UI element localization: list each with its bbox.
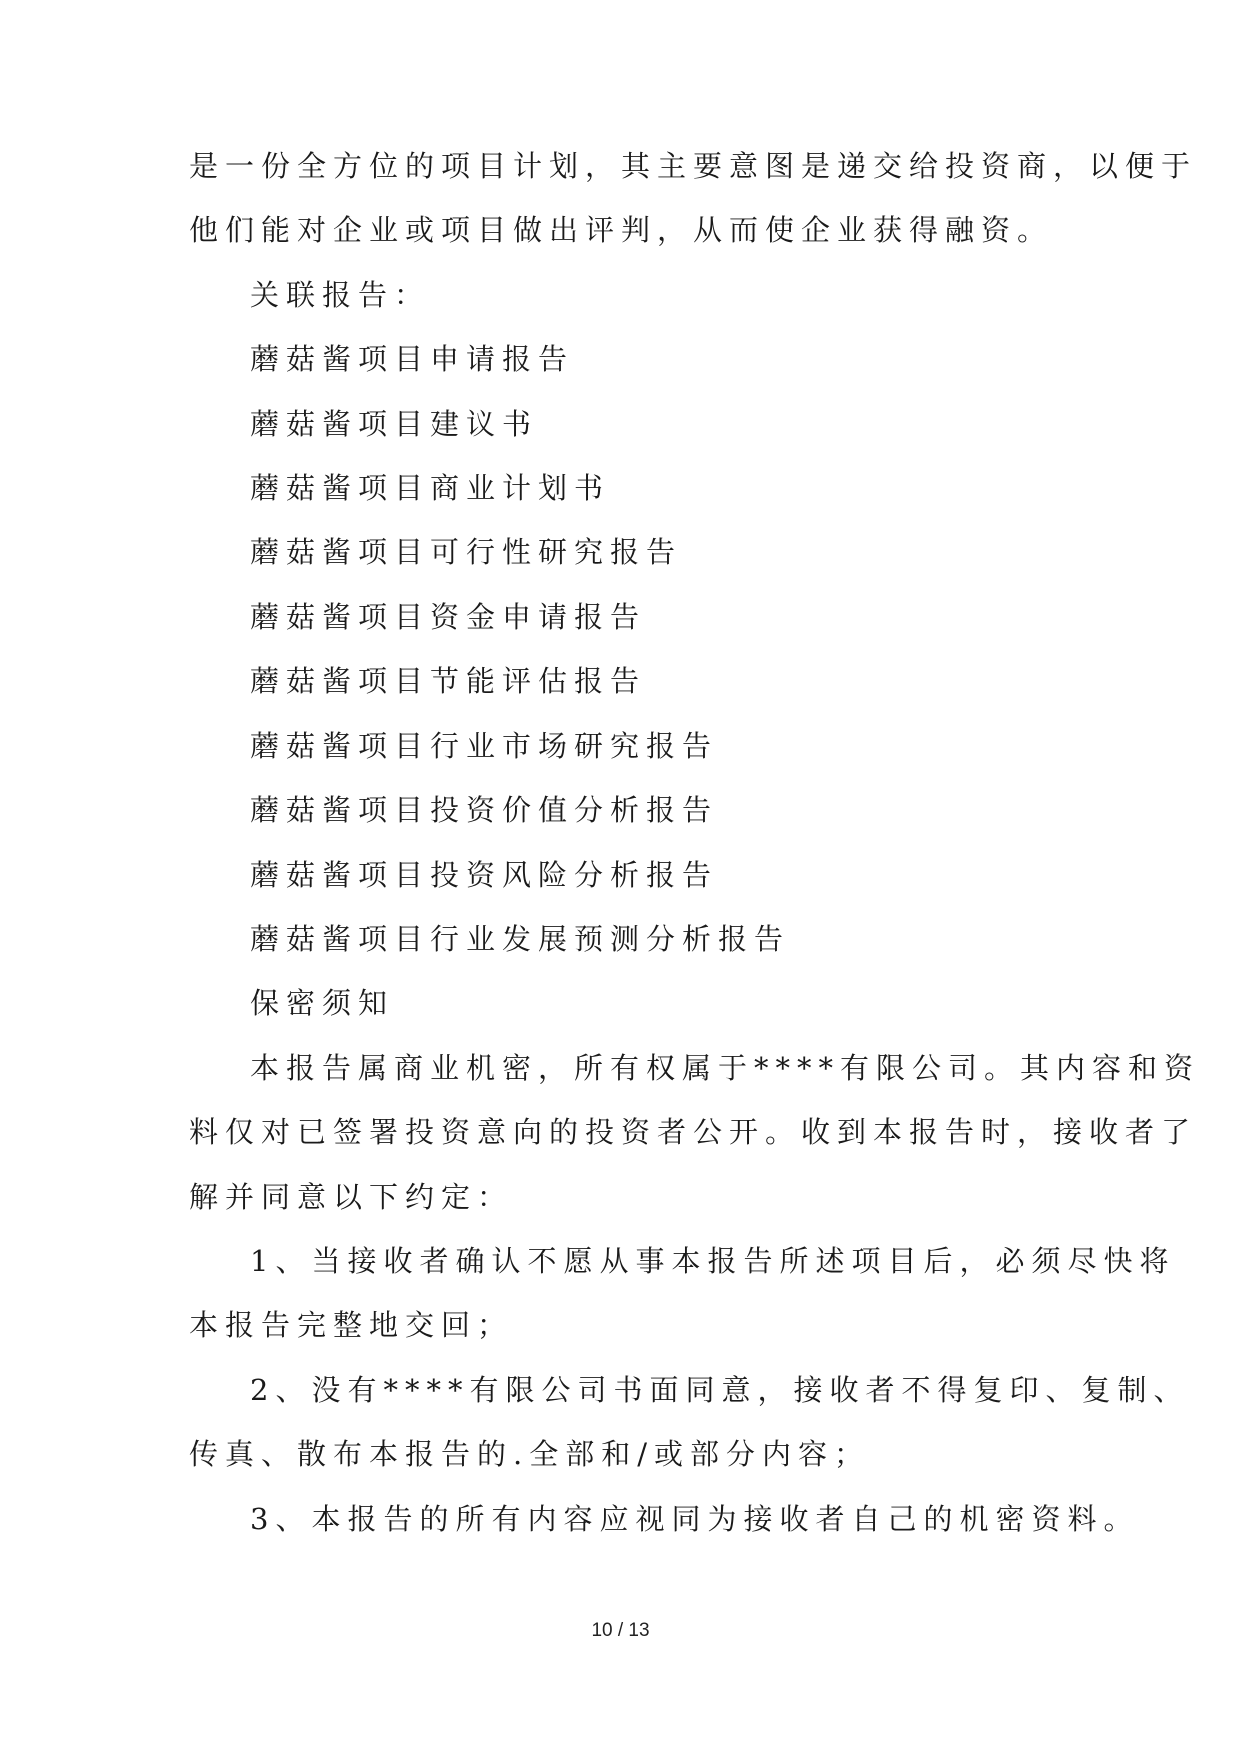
intro-line-2: 他们能对企业或项目做出评判，从而使企业获得融资。 [189, 213, 1054, 247]
related-report-item: 蘑菇酱项目商业计划书 [250, 471, 611, 505]
agreement-item-2-line-2: 传真、散布本报告的.全部和/或部分内容； [189, 1437, 870, 1471]
related-report-item: 蘑菇酱项目资金申请报告 [250, 600, 647, 634]
related-report-item: 蘑菇酱项目申请报告 [250, 342, 575, 376]
notice-line-1: 本报告属商业机密，所有权属于****有限公司。其内容和资 [250, 1051, 1201, 1085]
confidential-heading: 保密须知 [250, 986, 395, 1020]
related-report-item: 蘑菇酱项目可行性研究报告 [250, 535, 683, 569]
related-report-item: 蘑菇酱项目行业市场研究报告 [250, 729, 719, 763]
related-report-item: 蘑菇酱项目行业发展预测分析报告 [250, 922, 791, 956]
agreement-item-3-line-1: 3、本报告的所有内容应视同为接收者自己的机密资料。 [250, 1502, 1140, 1536]
intro-line-1: 是一份全方位的项目计划，其主要意图是递交给投资商，以便于 [189, 149, 1198, 183]
related-report-item: 蘑菇酱项目投资风险分析报告 [250, 858, 719, 892]
notice-line-3: 解并同意以下约定： [189, 1180, 514, 1214]
related-report-item: 蘑菇酱项目建议书 [250, 407, 539, 441]
page-number: 10 / 13 [591, 1620, 650, 1641]
related-report-item: 蘑菇酱项目投资价值分析报告 [250, 793, 719, 827]
agreement-item-1-line-1: 1、当接收者确认不愿从事本报告所述项目后，必须尽快将 [250, 1244, 1176, 1278]
related-reports-heading: 关联报告： [250, 278, 431, 312]
related-report-item: 蘑菇酱项目节能评估报告 [250, 664, 647, 698]
agreement-item-2-line-1: 2、没有****有限公司书面同意，接收者不得复印、复制、 [250, 1373, 1190, 1407]
notice-line-2: 料仅对已签署投资意向的投资者公开。收到本报告时，接收者了 [189, 1115, 1198, 1149]
agreement-item-1-line-2: 本报告完整地交回； [189, 1308, 514, 1342]
